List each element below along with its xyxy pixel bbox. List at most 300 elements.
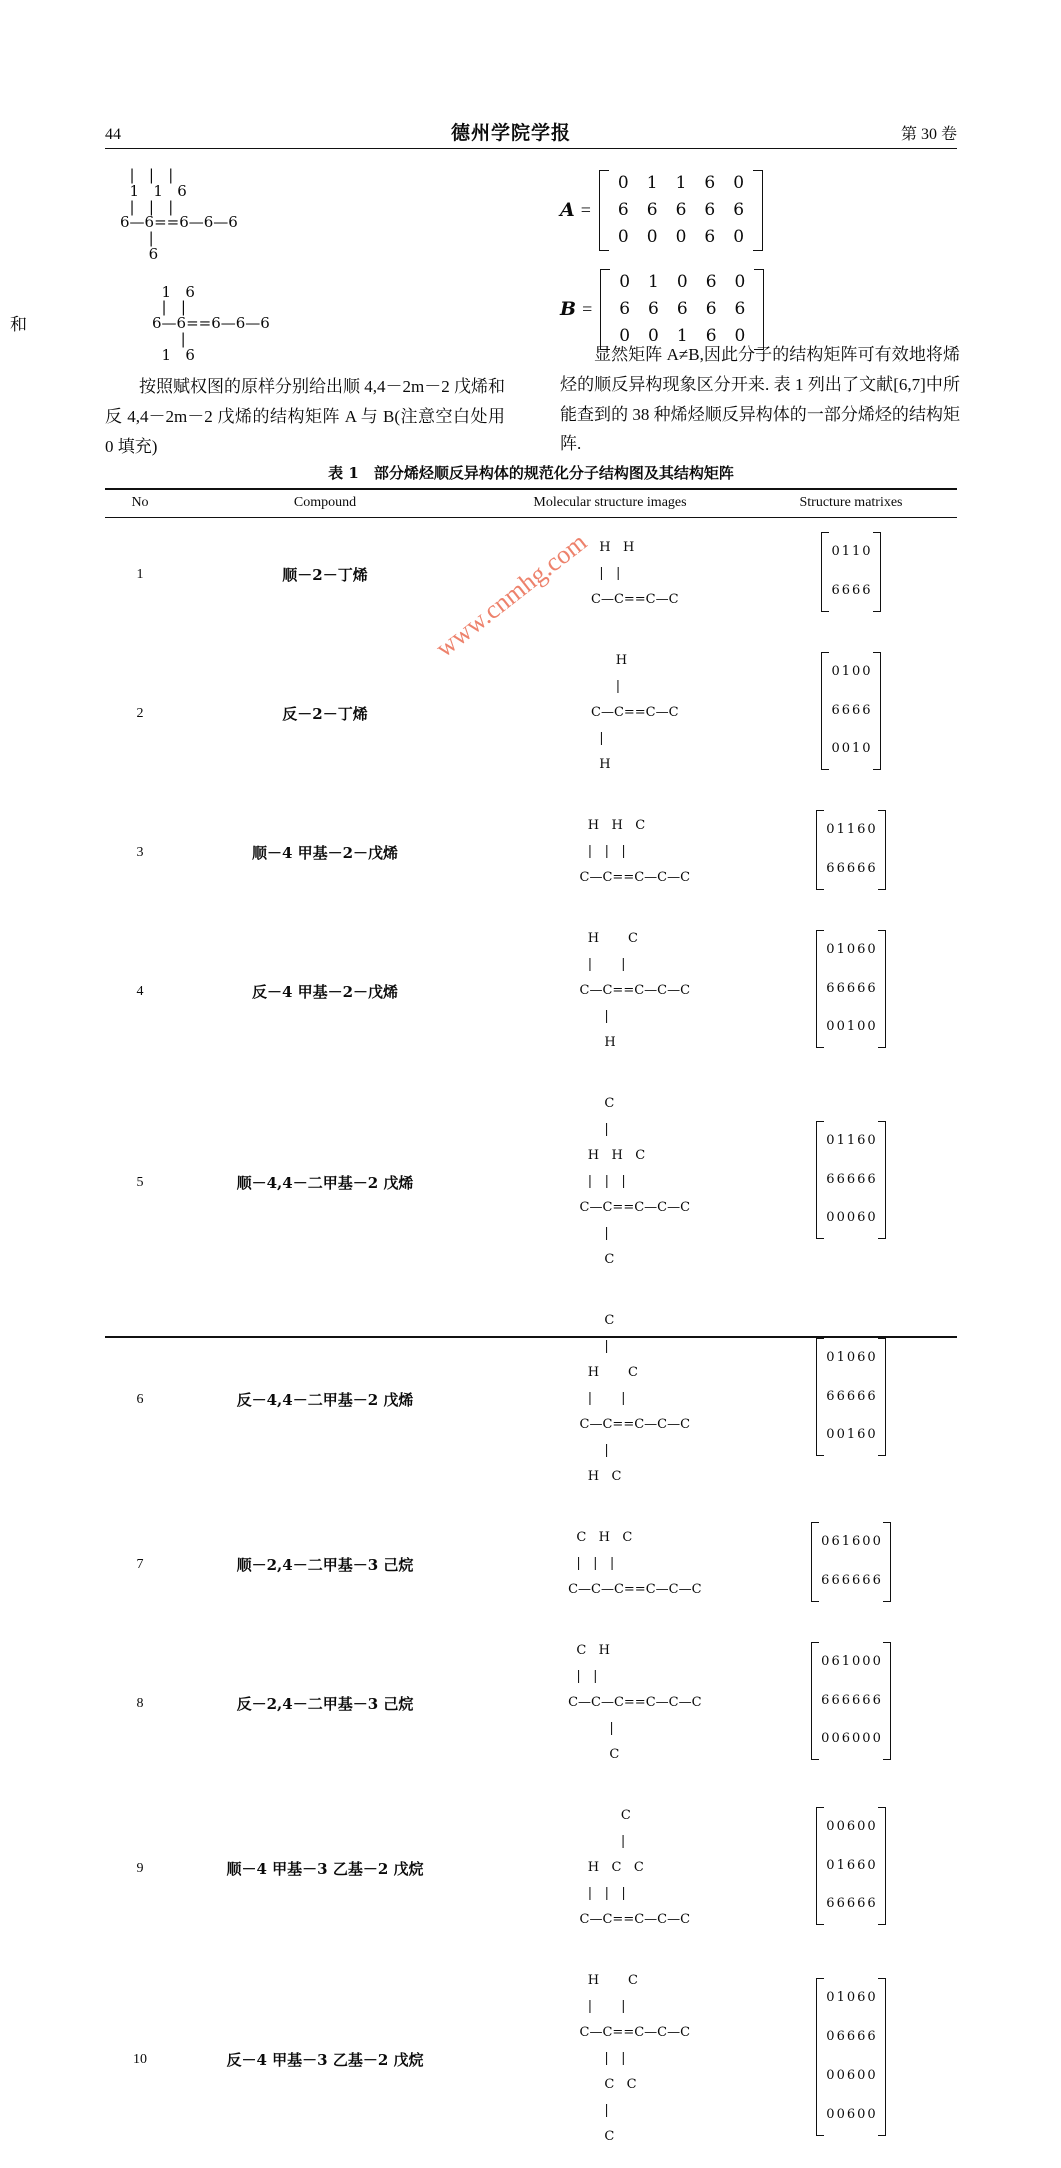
row-compound: 顺－4 甲基－3 乙基－2 戊烷 (175, 1786, 475, 1951)
matrix-cell: 0 (862, 1524, 870, 1561)
mol-line: | (591, 731, 604, 746)
volume-label: 第 30 卷 (901, 121, 957, 144)
mol-line: H H (591, 540, 634, 555)
matrix-cell: 6 (857, 971, 865, 1008)
structure-cis-line-1: 1 1 6 (120, 184, 510, 200)
matrix-left-bracket (811, 1522, 819, 1602)
matrix-cell: 0 (867, 1009, 875, 1046)
matrix-cell: 6 (837, 1162, 845, 1199)
mol-line: C—C—C==C—C—C (568, 1695, 701, 1710)
matrix-A-cell: 0 (638, 224, 667, 251)
mol-line: C (580, 1808, 631, 1823)
row-compound: 顺－4,4－二甲基－2 戊烯 (175, 1074, 475, 1291)
matrix-cell: 0 (837, 2097, 845, 2134)
mol-line: | | (580, 1391, 626, 1406)
matrix-left-bracket (816, 930, 824, 1049)
matrix-cell: 6 (837, 2019, 845, 2056)
matrix-cell: 0 (826, 1340, 834, 1377)
matrix-cell: 0 (862, 1721, 870, 1758)
matrix-cell: 0 (867, 1417, 875, 1454)
mol-line: C—C==C—C (591, 705, 679, 720)
row-no: 9 (105, 1786, 175, 1951)
matrix-cell: 6 (821, 1563, 829, 1600)
matrix-cell: 6 (862, 1563, 870, 1600)
matrix-cell: 0 (867, 2097, 875, 2134)
matrix-cell: 0 (852, 1721, 860, 1758)
matrix-cell: 0 (867, 932, 875, 969)
matrix-B-row (560, 269, 960, 350)
row-no: 10 (105, 1951, 175, 2168)
matrix-cell: 6 (847, 1848, 855, 1885)
matrix-cell: 1 (842, 654, 850, 691)
row-matrix (745, 1074, 957, 1291)
matrix-cell: 6 (847, 2019, 855, 2056)
conjunction-label: 和 (10, 310, 27, 335)
matrix-cell: 6 (857, 1980, 865, 2017)
matrix-cell: 6 (867, 1162, 875, 1199)
row-matrix (745, 1951, 957, 2168)
matrix-A-cell: 0 (724, 170, 753, 197)
matrix-cell: 1 (837, 1980, 845, 2017)
header-divider (105, 148, 957, 149)
matrix-cell: 6 (857, 1123, 865, 1160)
matrix-cell: 0 (826, 2097, 834, 2134)
matrix-cell: 6 (862, 573, 870, 610)
row-molecular-image (475, 1786, 745, 1951)
matrix-B-cell: 0 (668, 269, 697, 296)
matrix-cell: 0 (867, 2058, 875, 2095)
matrix-cell: 6 (862, 1683, 870, 1720)
matrix-right-bracket (878, 1807, 886, 1926)
matrix-cell: 6 (857, 1379, 865, 1416)
structure-cis-line-4: | (120, 231, 510, 247)
mol-line: C (580, 2129, 615, 2144)
matrix-cell: 6 (847, 1886, 855, 1923)
matrix-A-cell: 6 (638, 197, 667, 224)
matrix-B-cell: 6 (610, 296, 639, 323)
matrix-cell: 1 (837, 1123, 845, 1160)
row-no: 8 (105, 1621, 175, 1786)
table-row (105, 1508, 957, 1621)
mol-line: | (580, 2103, 609, 2118)
matrix-cell: 1 (837, 1848, 845, 1885)
matrix-cell: 6 (831, 1563, 839, 1600)
mol-line: | | (580, 1999, 626, 2014)
matrix-right-bracket (878, 1121, 886, 1240)
matrix-cell: 6 (837, 851, 845, 888)
matrix-right-bracket (878, 930, 886, 1049)
row-molecular-image (475, 1508, 745, 1621)
row-compound: 反－4 甲基－2－戊烯 (175, 909, 475, 1074)
mol-line: C—C—C==C—C—C (568, 1582, 701, 1597)
matrix-cell: 6 (847, 851, 855, 888)
row-compound: 反－4,4－二甲基－2 戊烯 (175, 1291, 475, 1508)
matrix-A-cell: 6 (695, 170, 724, 197)
matrix-A-equals: = (581, 200, 591, 221)
matrix-cell: 0 (867, 812, 875, 849)
matrix-group (560, 170, 960, 368)
structure-table (105, 488, 957, 2168)
table-row (105, 518, 957, 632)
matrix-cell: 0 (837, 1200, 845, 1237)
matrix-cell: 1 (842, 534, 850, 571)
matrix-cell: 6 (826, 1379, 834, 1416)
mol-line: C H (568, 1643, 610, 1658)
table-row (105, 909, 957, 1074)
matrix-A-cell: 0 (667, 224, 696, 251)
matrix-cell: 6 (873, 1563, 881, 1600)
matrix-B-cell: 0 (610, 269, 639, 296)
matrix-A-cell: 1 (638, 170, 667, 197)
matrix-cell: 0 (831, 1721, 839, 1758)
mol-line: C—C==C—C—C (580, 870, 691, 885)
matrix-left-bracket (816, 1807, 824, 1926)
table-row (105, 1074, 957, 1291)
matrix-cell: 6 (852, 693, 860, 730)
mol-line: H C (580, 1469, 622, 1484)
row-molecular-image (475, 1291, 745, 1508)
matrix-cell: 6 (857, 1162, 865, 1199)
mol-line: C (580, 1096, 615, 1111)
row-matrix (745, 796, 957, 909)
matrix-cell: 0 (867, 1809, 875, 1846)
matrix-A-row (560, 170, 960, 251)
matrix-cell: 6 (837, 971, 845, 1008)
matrix-cell: 0 (847, 1340, 855, 1377)
structure-trans-line-3: | (152, 332, 510, 348)
matrix-cell: 0 (857, 1809, 865, 1846)
matrix-cell: 1 (837, 812, 845, 849)
row-matrix (745, 518, 957, 632)
matrix-B-cell: 0 (726, 323, 755, 350)
matrix-B-left-bracket (600, 269, 610, 350)
mol-line: H C C (580, 1860, 644, 1875)
matrix-A-cell: 6 (695, 197, 724, 224)
matrix-cell: 6 (857, 2019, 865, 2056)
matrix-cell: 0 (867, 1980, 875, 2017)
matrix-cell: 6 (873, 1683, 881, 1720)
matrix-B-cell: 1 (639, 269, 668, 296)
matrix-A-cell: 6 (667, 197, 696, 224)
matrix-right-bracket (873, 652, 881, 771)
matrix-cell: 0 (852, 1644, 860, 1681)
matrix-left-bracket (816, 1121, 824, 1240)
row-compound: 反－2,4－二甲基－3 己烷 (175, 1621, 475, 1786)
matrix-cell: 0 (867, 1340, 875, 1377)
matrix-cell: 6 (842, 1563, 850, 1600)
row-molecular-image (475, 1621, 745, 1786)
matrix-cell: 1 (837, 1340, 845, 1377)
matrix-A-cell: 6 (724, 197, 753, 224)
structure-cis-line-5: 6 (120, 247, 510, 263)
structure-cis-line-2: | | | (120, 200, 510, 216)
matrix-A (599, 170, 763, 251)
matrix-cell: 6 (852, 1524, 860, 1561)
row-matrix (745, 631, 957, 796)
matrix-right-bracket (878, 1978, 886, 2136)
matrix-cell: 1 (842, 1524, 850, 1561)
matrix-cell: 6 (826, 1886, 834, 1923)
mol-line: C—C==C—C—C (580, 983, 691, 998)
table-body (105, 518, 957, 2168)
matrix-cell: 6 (847, 2058, 855, 2095)
matrix-A-left-bracket (599, 170, 609, 251)
mol-line: | (580, 1009, 609, 1024)
structure-cis-line-0: | | | (120, 168, 510, 184)
mol-line: | (591, 679, 620, 694)
matrix-cell: 6 (831, 1683, 839, 1720)
matrix-cell: 1 (847, 1009, 855, 1046)
mol-line: C H C (568, 1530, 632, 1545)
mol-line: C (568, 1747, 619, 1762)
table-bottom-divider (105, 1336, 957, 1338)
matrix-cell: 6 (867, 851, 875, 888)
matrix-cell: 6 (857, 932, 865, 969)
matrix-cell: 0 (862, 534, 870, 571)
column-header-no: No (105, 489, 175, 518)
mol-line: | (580, 1834, 626, 1849)
matrix-cell: 6 (837, 1379, 845, 1416)
matrix-cell: 6 (831, 693, 839, 730)
mol-line: C (580, 1313, 615, 1328)
table-caption: 表 1 部分烯烃顺反异构体的规范化分子结构图及其结构矩阵 (105, 462, 957, 483)
matrix-cell: 0 (867, 1200, 875, 1237)
mol-line: | | (580, 957, 626, 972)
matrix-cell: 6 (842, 573, 850, 610)
mol-line: C—C==C—C—C (580, 1200, 691, 1215)
row-no: 1 (105, 518, 175, 632)
matrix-A-cell: 1 (667, 170, 696, 197)
matrix-cell: 0 (826, 932, 834, 969)
mol-line: | (580, 1443, 609, 1458)
matrix-left-bracket (816, 1978, 824, 2136)
matrix-cell: 0 (826, 1980, 834, 2017)
table-row (105, 1786, 957, 1951)
matrix-cell: 0 (831, 534, 839, 571)
journal-title: 德州学院学报 (451, 118, 571, 145)
structure-cis (120, 168, 510, 263)
watermark-text: www.cnmhg.com (430, 498, 753, 821)
matrix-A-cell: 6 (609, 197, 638, 224)
matrix-cell: 6 (847, 971, 855, 1008)
matrix-cell: 0 (842, 731, 850, 768)
matrix-right-bracket (883, 1642, 891, 1761)
matrix-cell: 0 (867, 1848, 875, 1885)
matrix-cell: 1 (852, 731, 860, 768)
matrix-cell: 6 (867, 2019, 875, 2056)
matrix-cell: 0 (837, 2058, 845, 2095)
matrix-cell: 0 (826, 2019, 834, 2056)
matrix-right-bracket (878, 810, 886, 890)
structure-trans-line-1: | | (152, 300, 510, 316)
matrix-cell: 1 (852, 534, 860, 571)
matrix-cell: 6 (826, 1162, 834, 1199)
row-molecular-image (475, 796, 745, 909)
row-molecular-image (475, 909, 745, 1074)
page-header (105, 118, 957, 145)
row-compound: 顺－2－丁烯 (175, 518, 475, 632)
matrix-B-cell: 6 (726, 296, 755, 323)
page-number: 44 (105, 126, 121, 144)
matrix-cell: 0 (852, 654, 860, 691)
column-header-compound: Compound (175, 489, 475, 518)
matrix-cell: 0 (873, 1721, 881, 1758)
structure-trans-line-0: 1 6 (152, 285, 510, 301)
mol-line: H C (580, 931, 638, 946)
matrix-cell: 6 (842, 1721, 850, 1758)
matrix-right-bracket (873, 532, 881, 612)
mol-line: | (580, 1122, 609, 1137)
matrix-left-bracket (816, 810, 824, 890)
matrix-cell: 0 (847, 1980, 855, 2017)
matrix-cell: 0 (857, 2097, 865, 2134)
matrix-cell: 6 (831, 1644, 839, 1681)
matrix-cell: 6 (852, 1563, 860, 1600)
structure-trans-line-4: 1 6 (152, 348, 510, 364)
row-matrix (745, 1621, 957, 1786)
row-compound: 顺－4 甲基－2－戊烯 (175, 796, 475, 909)
mol-line: | | (568, 1669, 597, 1684)
matrix-cell: 1 (842, 1644, 850, 1681)
matrix-cell: 0 (862, 1644, 870, 1681)
matrix-cell: 6 (867, 1886, 875, 1923)
matrix-cell: 6 (857, 1340, 865, 1377)
row-no: 6 (105, 1291, 175, 1508)
matrix-cell: 0 (847, 1200, 855, 1237)
mol-line: H H C (580, 1148, 646, 1163)
matrix-cell: 0 (826, 1417, 834, 1454)
mol-line: H (591, 757, 611, 772)
matrix-cell: 6 (821, 1683, 829, 1720)
matrix-right-bracket (883, 1522, 891, 1602)
matrix-A-name: A (560, 199, 575, 221)
row-no: 5 (105, 1074, 175, 1291)
mol-line: | (568, 1721, 614, 1736)
matrix-cell: 6 (857, 1417, 865, 1454)
matrix-cell: 0 (826, 812, 834, 849)
matrix-B-right-bracket (754, 269, 764, 350)
matrix-B-cell: 0 (639, 323, 668, 350)
matrix-cell: 6 (857, 1848, 865, 1885)
table-row (105, 1291, 957, 1508)
matrix-cell: 6 (847, 1162, 855, 1199)
matrix-cell: 0 (857, 2058, 865, 2095)
row-molecular-image (475, 518, 745, 632)
matrix-cell: 1 (847, 1123, 855, 1160)
matrix-cell: 6 (842, 1683, 850, 1720)
matrix-cell: 6 (857, 812, 865, 849)
row-compound: 反－4 甲基－3 乙基－2 戊烷 (175, 1951, 475, 2168)
matrix-cell: 6 (847, 1809, 855, 1846)
matrix-cell: 6 (857, 851, 865, 888)
matrix-A-cell: 6 (695, 224, 724, 251)
matrix-cell: 6 (847, 1379, 855, 1416)
row-compound: 反－2－丁烯 (175, 631, 475, 796)
matrix-B-cell: 6 (697, 296, 726, 323)
matrix-cell: 0 (837, 1009, 845, 1046)
matrix-cell: 0 (831, 654, 839, 691)
table-row (105, 1621, 957, 1786)
row-no: 7 (105, 1508, 175, 1621)
mol-line: C—C==C—C—C (580, 2025, 691, 2040)
row-matrix (745, 1291, 957, 1508)
mol-line: H H C (580, 818, 646, 833)
matrix-B-cell: 0 (610, 323, 639, 350)
matrix-cell: 0 (826, 1123, 834, 1160)
mol-line: C—C==C—C—C (580, 1912, 691, 1927)
mol-line: C (580, 1252, 615, 1267)
matrix-cell: 6 (857, 1200, 865, 1237)
matrix-cell: 0 (857, 1009, 865, 1046)
matrix-B-equals: = (582, 299, 592, 320)
mol-line: | (580, 1339, 609, 1354)
table-row (105, 631, 957, 796)
matrix-right-bracket (878, 1338, 886, 1457)
matrix-cell: 1 (847, 1417, 855, 1454)
matrix-cell: 6 (837, 1886, 845, 1923)
matrix-cell: 6 (847, 2097, 855, 2134)
matrix-cell: 0 (821, 1721, 829, 1758)
matrix-A-cell: 0 (609, 170, 638, 197)
matrix-B-cell: 6 (697, 323, 726, 350)
row-no: 3 (105, 796, 175, 909)
column-header-images: Molecular structure images (475, 489, 745, 518)
matrix-cell: 6 (862, 693, 870, 730)
mol-line: | | (591, 566, 620, 581)
mol-line: C C (580, 2077, 637, 2092)
matrix-B-cell: 0 (726, 269, 755, 296)
left-structure-diagrams (120, 168, 510, 363)
mol-line: | | | (580, 844, 626, 859)
row-matrix (745, 909, 957, 1074)
structure-cis-line-3: 6—6==6—6—6 (120, 215, 510, 231)
mol-line: | (580, 1226, 609, 1241)
row-matrix (745, 1786, 957, 1951)
matrix-cell: 0 (873, 1644, 881, 1681)
matrix-B-name: B (560, 298, 576, 320)
matrix-left-bracket (821, 652, 829, 771)
matrix-B-cell: 6 (697, 269, 726, 296)
column-header-matrixes: Structure matrixes (745, 489, 957, 518)
mol-line: H (580, 1035, 616, 1050)
mol-line: C—C==C—C—C (580, 1417, 691, 1432)
row-molecular-image (475, 1951, 745, 2168)
matrix-cell: 0 (826, 1848, 834, 1885)
matrix-B (600, 269, 764, 350)
matrix-cell: 0 (867, 1123, 875, 1160)
matrix-left-bracket (811, 1642, 819, 1761)
mol-line: | | | (580, 1174, 626, 1189)
matrix-A-right-bracket (753, 170, 763, 251)
matrix-cell: 0 (826, 1809, 834, 1846)
matrix-cell: 0 (821, 1524, 829, 1561)
structure-trans-line-2: 6—6==6—6—6 (152, 316, 510, 332)
matrix-left-bracket (821, 532, 829, 612)
matrix-cell: 6 (852, 1683, 860, 1720)
matrix-A-cell: 0 (724, 224, 753, 251)
matrix-cell: 0 (831, 731, 839, 768)
matrix-B-cell: 6 (668, 296, 697, 323)
matrix-left-bracket (816, 1338, 824, 1457)
table-row (105, 1951, 957, 2168)
mol-line: H C (580, 1365, 638, 1380)
matrix-cell: 6 (852, 573, 860, 610)
right-paragraph: 显然矩阵 A≠B,因此分子的结构矩阵可有效地将烯烃的顺反异构现象区分开来. 表 1 列出了文献[6,7]中所能查到的 38 种烯烃顺反异构体的一部分烯烃的结构矩阵. (560, 340, 960, 459)
table-row (105, 796, 957, 909)
matrix-cell: 6 (826, 851, 834, 888)
row-molecular-image (475, 1074, 745, 1291)
matrix-cell: 0 (826, 2058, 834, 2095)
